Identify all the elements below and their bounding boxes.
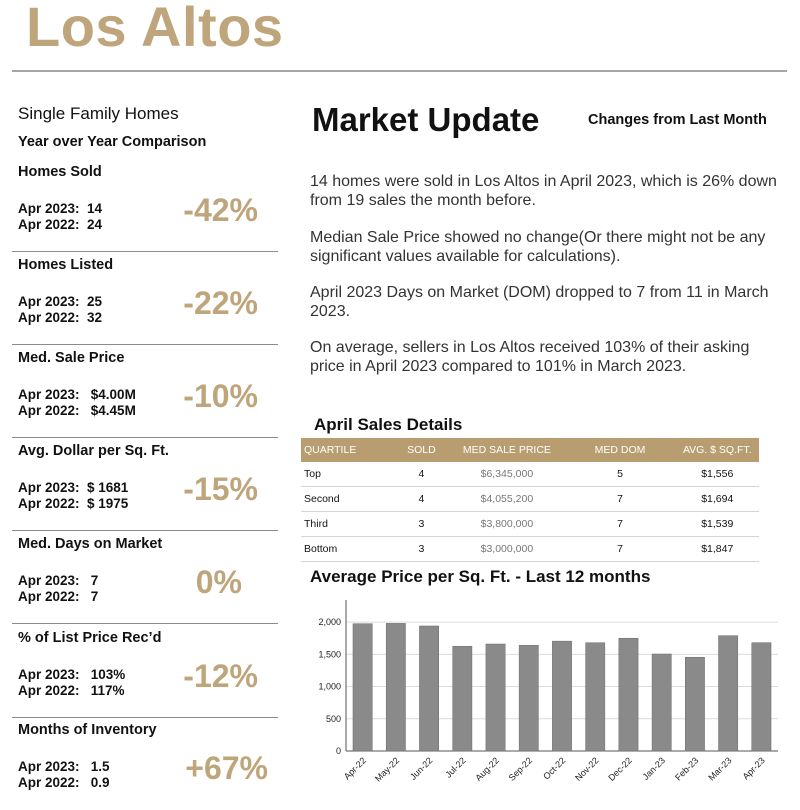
cell-quartile: Top — [301, 462, 394, 487]
title-divider — [12, 70, 787, 72]
x-tick-label: Sep-22 — [506, 755, 535, 783]
col-sold: SOLD — [394, 438, 450, 462]
cell-price: $3,000,000 — [449, 537, 564, 562]
divider — [12, 623, 278, 624]
x-tick-label: Jun-22 — [407, 755, 435, 782]
bar — [619, 638, 638, 751]
changes-label: Changes from Last Month — [588, 112, 767, 128]
bar — [752, 643, 771, 751]
cell-sold: 3 — [394, 537, 450, 562]
stat-current: Apr 2023: $ 1681 — [18, 480, 129, 495]
page-title: Los Altos — [26, 0, 284, 58]
table-row — [301, 537, 759, 562]
table-row — [301, 462, 759, 487]
market-paragraph: April 2023 Days on Market (DOM) dropped to 7 from 11 in March 2023. — [310, 284, 769, 320]
cell-sqft: $1,556 — [676, 462, 759, 487]
x-tick-label: Apr-22 — [341, 755, 369, 782]
stat-change: -15% — [183, 471, 258, 507]
market-paragraph: 14 homes were sold in Los Altos in April 2023, which is 26% down from 19 sales the month before. — [310, 173, 777, 209]
stat-current: Apr 2023: $4.00M — [18, 387, 136, 402]
market-update-heading: Market Update — [312, 101, 540, 138]
stat-label: Months of Inventory — [18, 722, 157, 738]
stat-current: Apr 2023: 103% — [18, 667, 126, 682]
stat-previous: Apr 2022: 7 — [18, 589, 99, 604]
stat-previous: Apr 2022: 24 — [18, 217, 103, 232]
bar — [652, 654, 671, 751]
stat-previous: Apr 2022: 0.9 — [18, 775, 110, 790]
stat-label: % of List Price Rec’d — [18, 630, 162, 646]
bar — [453, 646, 472, 751]
stat-current: Apr 2023: 7 — [18, 573, 99, 588]
divider — [12, 530, 278, 531]
stat-previous: Apr 2022: 117% — [18, 683, 125, 698]
cell-sqft: $1,539 — [676, 512, 759, 537]
cell-dom: 7 — [565, 512, 676, 537]
stat-change: +67% — [185, 750, 268, 786]
stat-days-on-market — [12, 532, 278, 624]
x-tick-label: Mar-23 — [706, 755, 734, 783]
table-row — [301, 487, 759, 512]
stat-change: 0% — [195, 564, 242, 600]
stat-change: -12% — [183, 658, 258, 694]
price-per-sqft-chart — [300, 590, 780, 805]
stat-label: Med. Sale Price — [18, 350, 125, 366]
stat-current: Apr 2023: 1.5 — [18, 759, 110, 774]
stat-label: Homes Listed — [18, 257, 114, 273]
stat-current: Apr 2023: 25 — [18, 294, 103, 309]
cell-quartile: Second — [301, 487, 394, 512]
stat-current: Apr 2023: 14 — [18, 201, 103, 216]
cell-sold: 4 — [394, 462, 450, 487]
y-tick-label: 0 — [335, 746, 341, 756]
table-row — [301, 512, 759, 537]
bar — [353, 624, 372, 751]
section-heading: Single Family Homes — [18, 104, 179, 123]
x-tick-label: Apr-23 — [740, 755, 767, 782]
bar — [586, 643, 605, 751]
divider — [12, 251, 278, 252]
stat-dollar-per-sqft — [12, 439, 278, 531]
stat-med-sale-price — [12, 346, 278, 438]
bar — [486, 644, 505, 751]
sales-table — [301, 438, 759, 562]
stat-homes-listed — [12, 253, 278, 345]
stat-label: Homes Sold — [18, 164, 102, 180]
x-tick-label: Jan-23 — [640, 755, 668, 782]
bar — [386, 623, 405, 751]
cell-dom: 5 — [565, 462, 676, 487]
col-med-dom: MED DOM — [565, 438, 676, 462]
y-tick-label: 1,500 — [318, 649, 341, 660]
bar — [719, 636, 738, 751]
col-avg-sqft: AVG. $ SQ.FT. — [676, 438, 759, 462]
stat-change: -22% — [183, 285, 258, 321]
col-quartile: QUARTILE — [301, 438, 394, 462]
cell-quartile: Bottom — [301, 537, 394, 562]
x-tick-label: May-22 — [372, 755, 402, 784]
bar — [419, 626, 438, 751]
stat-homes-sold — [12, 160, 278, 252]
x-tick-label: Dec-22 — [606, 755, 634, 783]
table-header-row — [301, 438, 759, 462]
cell-dom: 7 — [565, 537, 676, 562]
y-tick-label: 500 — [325, 713, 341, 724]
bar — [552, 641, 571, 751]
stat-change: -42% — [183, 192, 258, 228]
section-subheading: Year over Year Comparison — [18, 134, 207, 150]
bar — [685, 657, 704, 751]
stat-change: -10% — [183, 378, 258, 414]
sales-table-title: April Sales Details — [314, 415, 463, 434]
chart-title: Average Price per Sq. Ft. - Last 12 months — [310, 567, 651, 586]
cell-price: $6,345,000 — [449, 462, 564, 487]
x-tick-label: Oct-22 — [541, 755, 568, 782]
stat-label: Avg. Dollar per Sq. Ft. — [18, 443, 169, 459]
market-paragraph: On average, sellers in Los Altos received 103% of their asking price in April 2023 compared to 101% in March 2023. — [310, 339, 750, 375]
cell-dom: 7 — [565, 487, 676, 512]
stat-previous: Apr 2022: $ 1975 — [18, 496, 129, 511]
y-tick-label: 1,000 — [318, 681, 341, 692]
cell-sold: 4 — [394, 487, 450, 512]
stat-previous: Apr 2022: 32 — [18, 310, 103, 325]
x-tick-label: Aug-22 — [473, 755, 501, 783]
cell-sold: 3 — [394, 512, 450, 537]
cell-price: $4,055,200 — [449, 487, 564, 512]
x-tick-label: Jul-22 — [443, 755, 468, 780]
cell-price: $3,800,000 — [449, 512, 564, 537]
bar — [519, 645, 538, 751]
x-tick-label: Nov-22 — [573, 755, 601, 783]
y-tick-label: 2,000 — [318, 617, 341, 628]
stat-list-price-received — [12, 626, 278, 718]
x-tick-label: Feb-23 — [673, 755, 701, 783]
divider — [12, 344, 278, 345]
cell-quartile: Third — [301, 512, 394, 537]
divider — [12, 437, 278, 438]
cell-sqft: $1,847 — [676, 537, 759, 562]
stat-previous: Apr 2022: $4.45M — [18, 403, 136, 418]
market-paragraph: Median Sale Price showed no change(Or there might not be any significant values available for calculations). — [310, 229, 766, 265]
col-med-sale-price: MED SALE PRICE — [449, 438, 564, 462]
stat-months-inventory — [12, 718, 278, 810]
cell-sqft: $1,694 — [676, 487, 759, 512]
stat-label: Med. Days on Market — [18, 536, 163, 552]
